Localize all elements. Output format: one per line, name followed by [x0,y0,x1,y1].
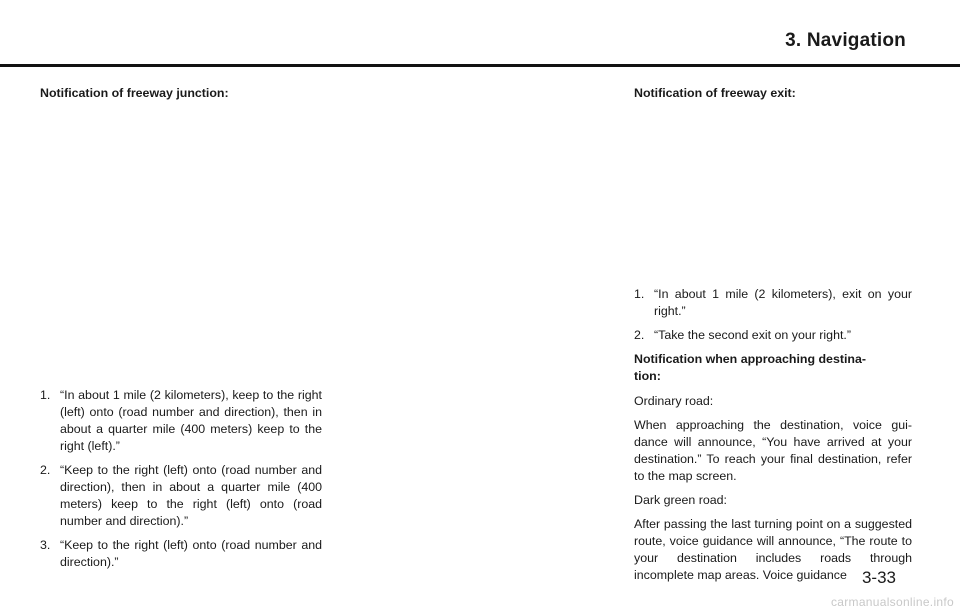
list-item [40,537,322,571]
list-number: 1. [40,388,51,402]
list-number: 2. [634,328,645,342]
right-column-header [634,85,912,102]
watermark: carmanualsonline.info [830,595,954,609]
header-rule [0,64,960,67]
list-item [634,286,912,320]
list-number: 3. [40,538,51,552]
left-column [40,85,322,578]
junction-figure-area [40,102,322,387]
list-text: “Keep to the right (left) onto (road number and direction), then in about a quarter mile (400 meters) keep to the right (left) onto (road number and direction).” [60,463,322,528]
paragraph-dark-green-road: After passing the last turning point on a suggested route, voice guidance will announce, “The route to your destination includes roads through incomplete map areas. Voice guidance [634,517,912,582]
subheading-dark-green-road: Dark green road: [634,493,727,507]
list-number: 2. [40,463,51,477]
page-number: 3-33 [861,568,896,587]
subheading-ordinary-road: Ordinary road: [634,394,714,408]
list-number: 1. [634,287,645,301]
exit-steps-list [634,286,912,344]
list-text: “In about 1 mile (2 kilometers), keep to the right (left) onto (road number and direction), then in about a quarter mile (400 meters) keep to the right (left).” [60,388,322,453]
section-heading-destination: Notification when approaching destina-tion: [634,352,866,383]
list-item [40,387,322,455]
chapter-title: 3. Navigation [785,30,906,51]
section-heading-exit: Notification of freeway exit: [634,86,796,100]
section-heading-junction: Notification of freeway junction: [40,86,229,100]
paragraph-ordinary-road: When approaching the destination, voice gui-dance will announce, “You have arrived at your destination.” To reach your final destination, refer to the map screen. [634,418,912,483]
list-item [634,327,912,344]
list-text: “In about 1 mile (2 kilometers), exit on your right.” [654,287,912,318]
right-column [634,286,912,591]
list-text: “Take the second exit on your right.” [654,328,851,342]
list-text: “Keep to the right (left) onto (road number and direction).” [60,538,322,569]
list-item [40,462,322,530]
junction-steps-list [40,387,322,571]
